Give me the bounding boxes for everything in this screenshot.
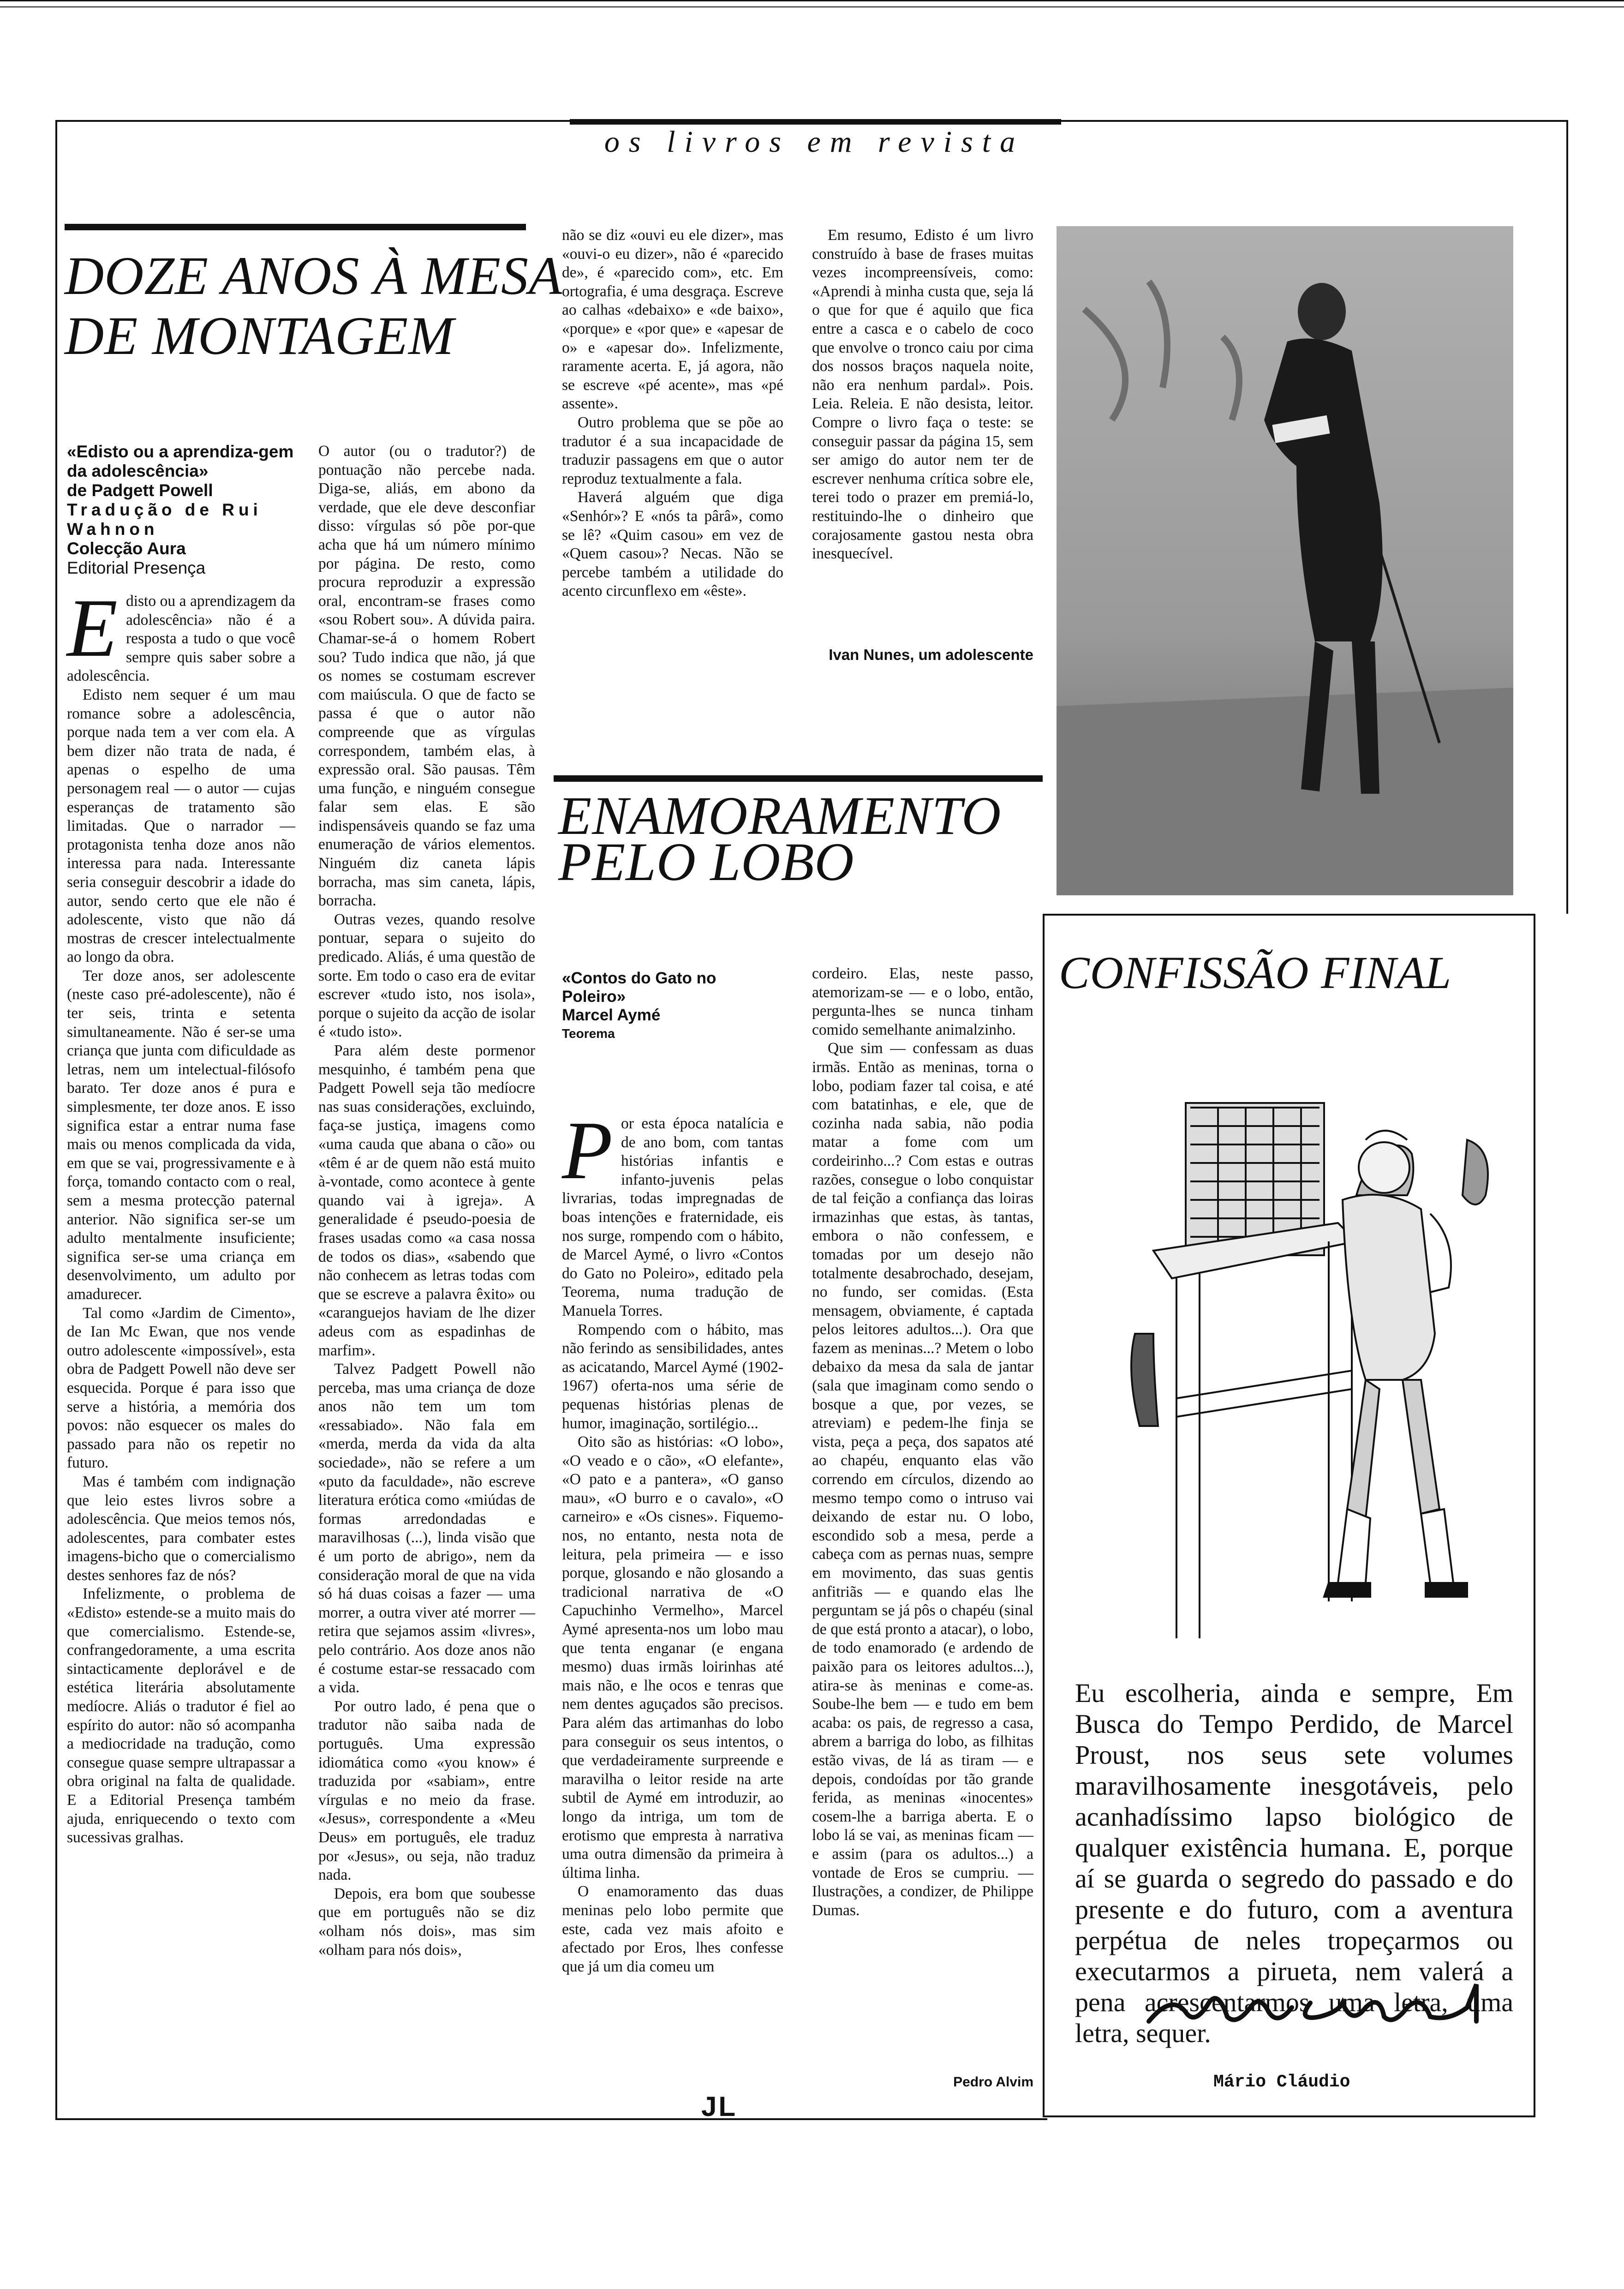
article1-paragraph: Por outro lado, é pena que o tradutor não saiba nada de português. Uma expressão idiomática como «you know» é traduzida por «sabiam», entre vírgulas e no meio da frase. «Jesus», correspondente a «Meu Deus» em português, ele traduz por «Jesus», ou seja, não traduz nada.: [318, 1697, 535, 1884]
article1-dropcap: E: [67, 582, 118, 674]
article2-paragraph: O enamoramento das duas meninas pelo lobo permite que este, cada vez mais afoito e afectado por Eros, lhes confesse que já um dia comeu um: [562, 1883, 783, 1975]
article2-dropcap: P: [562, 1104, 613, 1196]
frame-bottom: [55, 2118, 1047, 2120]
article1-paragraph: Para além deste pormenor mesquinho, é também pena que Padgett Powell seja tão medíocre nas suas considerações, excluindo, faça-se justiça, imagens como «uma cauda que abana o cão» ou «têm é ar de quem não está muito à-vontade, como acontece à gente quando vai à igreja». A generalidade é pseudo-poesia de frases usadas como «a casa nossa de todos os dias», «sabendo que não conhecem as letras todas com que se escreve a palavra êxito» ou «caranguejos haviam de lhe dizer adeus com as espadinhas de marfim».: [318, 1042, 535, 1359]
article2-paragraph: or esta época natalícia e de ano bom, com tantas histórias infantis e infanto-juvenis pelas livrarias, todas impregnadas de boas intenções e fraternidade, eis nos surge, rompendo com o hábito, de Marcel Aymé, o livro «Contos do Gato no Poleiro», editado pela Teorema, numa tradução de Manuela Torres.: [562, 1115, 783, 1319]
article2-credit-author: Marcel Aymé: [562, 1006, 661, 1024]
article1-signature: Ivan Nunes, um adolescente: [829, 646, 1033, 663]
frame-right: [1566, 120, 1568, 914]
article2-title-line1: ENAMORAMENTO: [558, 785, 1002, 846]
article1-credit-author: de Padgett Powell: [67, 481, 213, 500]
frame-top-left: [55, 120, 570, 122]
article1-paragraph: O autor (ou o tradutor?) de pontuação não percebe nada. Diga-se, aliás, em abono da verdade, que ele deve desconfiar disso: vírgulas só põe por-que acha que há um número mínimo por página. De resto, como procura reproduzir a expressão oral, encontram-se frases como «sou Robert sou». A dúvida paira. Chamar-se-á o homem Robert sou? Tudo indica que não, já que os nomes se costumam escrever com maiúscula. O que de facto se passa é que o autor não compreende que as vírgulas correspondem, também elas, à expressão oral. São pausas. Têm uma função, e ninguém consegue falar sem elas. E são indispensáveis quando se faz uma enumeração de vários elementos. Ninguém diz caneta lápis borracha, mas sim caneta, lápis, borracha.: [318, 443, 535, 910]
frame-left: [55, 120, 57, 2118]
article2-paragraph: Que sim — confessam as duas irmãs. Então as meninas, torna o lobo, podiam fazer tal coisa, e até com batatinhas, e ele, que de cozinha nada sabia, não podia matar a fome com um cordeirinho...? Com estas e outras razões, consegue o lobo conquistar de tal feição a confiança das loiras irmazinhas que estas, às tantas, embora o não confessem, e tomadas por um desejo não totalmente desabrochado, desejam, no fundo, ser comidas. (Esta mensagem, obviamente, é captada pelos leitores adultos...). Ora que fazem as meninas...? Metem o lobo debaixo da mesa da sala de jantar (sala que imaginam como sendo o bosque a que, por vezes, se atreviam) e pedem-lhe finja se vista, peça a peça, dos sapatos até ao chapéu, enquanto elas vão correndo em círculos, dizendo ao mesmo tempo como o intruso vai deixando de estar nu. O lobo, escondido sob a mesa, perde a cabeça com as pernas nuas, sempre em movimento, das suas gentis anfitriãs — e quando elas lhe perguntam se já pôs o chapéu (sinal de que está pronto a atacar), o lobo, de todo enamorado (e ardendo de paixão para os leitores adultos...), atira-se às meninas e come-as. Soube-lhe bem — e tudo em bem acaba: os pais, de regresso a casa, abrem a barriga do lobo, as filhitas estão vivas, de lá as tiram — e depois, condoídas por tão grande ferida, as meninas «inocentes» cosem-lhe a barriga aberta. E o lobo lá se vai, as meninas ficam — e assim (para os adultos...) a vontade de Eros se cumpriu. — Ilustrações, a condizer, de Philippe Dumas.: [812, 1040, 1033, 1919]
article1-credits: [67, 442, 295, 578]
article1-title-line2: DE MONTAGEM: [65, 306, 454, 366]
article3-signature-script: [1144, 1975, 1513, 2035]
article2-paragraph: cordeiro. Elas, neste passo, atemorizam-se — e o lobo, então, pergunta-lhes se nunca tinham comido semelhante animalzinho.: [812, 965, 1033, 1038]
article1-title-line1: DOZE ANOS À MESA: [65, 246, 563, 306]
article2-column-2: [812, 965, 1033, 2072]
article2-credit-book: «Contos do Gato no Poleiro»: [562, 969, 716, 1006]
article1-paragraph: Haverá alguém que diga «Senhór»? E «nós ta pârâ», como se lê? «Quim casou» em vez de «Quem casou»? Necas. Não se percebe também a utilidade do acento circunflexo em «êste».: [562, 489, 783, 600]
article1-paragraph: Depois, era bom que soubesse que em português não se diz «olham nós dois», mas sim «olham para nós dois»,: [318, 1885, 535, 1959]
article2-credits: [562, 969, 783, 1043]
article1-paragraph: não se diz «ouvi eu ele dizer», mas «ouvi-o eu dizer», não é «parecido de», é «parecido com», etc. Em ortografia, é uma desgraça. Escreve ao calhas «debaixo» e «de baixo», «porque» e «por que» e «apesar de o» e «apesar do». Infelizmente, raramente acerta. E, já agora, não se escreve «pé acente», mas «pé assente».: [562, 227, 783, 413]
article1-paragraph: Tal como «Jardim de Cimento», de Ian Mc Ewan, que nos vende outro adolescente «impossível», esta obra de Padgett Powell não deve ser esquecida. Porque é para isso que serve a história, a memória dos povos: não esquecer os males do passado para não os repetir no futuro.: [67, 1304, 295, 1472]
article3-title: CONFISSÃO FINAL: [1059, 947, 1452, 998]
article2-title-line2: PELO LOBO: [558, 832, 854, 892]
article1-column-3: [562, 226, 783, 688]
article2-title-rule: [554, 775, 1043, 782]
article1-paragraph: Em resumo, Edisto é um livro construído à base de frases muitas vezes incompreensíveis, como: «Aprendi à minha custa que, seja lá o que for que é aquilo que fica entre a casca e o cabelo de coco que envolve o tronco caiu por cima dos nossos braços naquela noite, não era nenhum pardal». Pois. Leia. Releia. E não desista, leitor. Compre o livro faça o teste: se conseguir passar da página 15, sem ser amigo do autor nem ter de escrever nenhuma crítica sobre ele, terei todo o prazer em premiá-lo, restituindo-lhe o dinheiro que corajosamente gastou nesta obra inesquecível.: [812, 227, 1033, 563]
article1-credit-collection: Colecção Aura: [67, 539, 186, 558]
article1-title-rule: [65, 224, 526, 230]
footer-logo: JL: [701, 2091, 738, 2122]
article1-credit-book: «Edisto ou a aprendiza-gem da adolescência»: [67, 442, 294, 480]
photo-man-reading: [1057, 226, 1513, 895]
article2-paragraph: Rompendo com o hábito, mas não ferindo as sensibilidades, antes as acicatando, Marcel Aymé (1902-1967) oferta-nos uma série de pequenas histórias plenas de humor, imaginação, sortilégio...: [562, 1321, 783, 1432]
frame-top-right: [1061, 120, 1568, 122]
article1-paragraph: Ter doze anos, ser adolescente (neste caso pré-adolescente), não é ter seis, trinta e setenta simultaneamente. Não é ser-se uma criança que junta com dificuldade as letras, nem um intelectual-filósofo barato. Ter doze anos é pura e simplesmente, ter doze anos. E isso significa estar a entrar numa fase mais ou menos complicada da vida, em que se vai, progressivamente e à força, tomando contacto com o real, sem a mesma protecção paternal anterior. Não significa ser-se um adulto mentalmente insuficiente; significa ser-se uma criança em desenvolvimento, um adulto por amadurecer.: [67, 967, 295, 1303]
article1-column-2: [318, 442, 535, 2103]
article2-column-1: [562, 1104, 783, 2102]
article3-signature-name: Mário Cláudio: [1213, 2072, 1350, 2092]
article1-paragraph: Talvez Padgett Powell não perceba, mas uma criança de doze anos não tem um tom «ressabiado». Não fala em «merda, merda da vida da alta sociedade», não se refere a um «puto da faculdade», não escreve literatura erótica como «miúdas de formas arredondadas e maravilhosas (...), linda visão que é um porto de abrigo», nem da consideração moral de que na vida só há duas coisas a fazer — uma morrer, a outra viver até morrer — retira que sejamos assim «livres», pelo contrário. Aos doze anos não é costume estar-se ressacado com a vida.: [318, 1360, 535, 1696]
section-rule-thick: [570, 119, 1061, 125]
article1-paragraph: Outro problema que se põe ao tradutor é a sua incapacidade de traduzir passagens em que o autor reproduz textualmente a fala.: [562, 413, 783, 487]
illustration-printer: [1080, 1048, 1509, 1661]
article1-column-4: [812, 226, 1033, 641]
section-label: os livros em revista: [604, 125, 1025, 159]
article1-paragraph: Infelizmente, o problema de «Edisto» estende-se a muito mais do que comercialismo. Estende-se, confrangedoramente, a uma escrita sintacticamente deplorável e de estética literária absolutamente medíocre. Aliás o tradutor é fiel ao espírito do autor: não só acompanha a mediocridade na tradução, como consegue quase sempre ultrapassar a obra original na falta de qualidade. E a Editorial Presença também ajuda, enriquecendo o texto com sucessivas gralhas.: [67, 1585, 295, 1846]
article3-quote: Eu escolheria, ainda e sempre, Em Busca do Tempo Perdido, de Marcel Proust, nos seus sete volumes maravilhosamente inesgotáveis, pelo acanhadíssimo lapso biológico de qualquer existência humana. E, porque aí se guarda o segredo do passado e do presente e do futuro, com a aventura perpétua de neles tropeçarmos ou executarmos a pirueta, nem valerá a pena acrescentarmos uma letra, uma letra, sequer.: [1075, 1678, 1513, 2048]
article1-column-1: [67, 582, 295, 2101]
article1-paragraph: Mas é também com indignação que leio estes livros sobre a adolescência. Que meios temos nós, adolescentes, para combater estes imagens-bicho que o comercialismo destes senhores faz de nós?: [67, 1473, 295, 1584]
article2-paragraph: Oito são as histórias: «O lobo», «O veado e o cão», «O elefante», «O pato e a pantera», «O ganso mau», «O burro e o cavalo», «O carneiro» e «Os cisnes». Fiquemo-nos, no entanto, nesta nota de leitura, pela primeira — e isso porque, glosando e não glosando a tradicional narrativa de «O Capuchinho Vermelho», Marcel Aymé apresenta-nos um lobo mau que tenta enganar (e engana mesmo) duas irmãs loirinhas até mais não, e lhe ocos e tenras que nem dentes aguçados são precisos. Para além das artimanhas do lobo para conseguir os seus intentos, o que verdadeiramente surpreende e maravilha o leitor reside na arte subtil de Aymé em introduzir, ao longo da intriga, um tom de erotismo que empresta à narrativa uma outra dimensão da primeira à última linha.: [562, 1433, 783, 1882]
article1-credit-translation: Tradução de Rui Wahnon: [67, 500, 262, 539]
article1-paragraph: Outras vezes, quando resolve pontuar, separa o sujeito do predicado. Aliás, é uma questão de sorte. Em todo o caso era de evitar escrever «tudo isto, nos isola», porque o sujeito da acção de isolar é «tudo isto».: [318, 911, 535, 1041]
article2-signature: Pedro Alvim: [953, 2074, 1033, 2090]
photo-man-reading-figure: [1057, 226, 1513, 895]
article2-credit-publisher: Teorema: [562, 1026, 615, 1041]
article1-paragraph: disto ou a aprendizagem da adolescência» não é a resposta a tudo o que você sempre quis saber sobre a adolescência.: [67, 593, 295, 685]
article1-credit-publisher: Editorial Presença: [67, 558, 206, 577]
article1-paragraph: Edisto nem sequer é um mau romance sobre a adolescência, porque nada tem a ver com ela. A bem dizer não trata de nada, é apenas o espelho de uma personagem real — o autor — cujas esperanças de tratamento são limitadas. Que o narrador — protagonista tenha doze anos não interessa para nada. Interessante seria conseguir descobrir a idade do autor, sendo certo que ele não é adolescente, visto que não dá mostras de crescer intelectualmente ao longo da obra.: [67, 686, 295, 966]
